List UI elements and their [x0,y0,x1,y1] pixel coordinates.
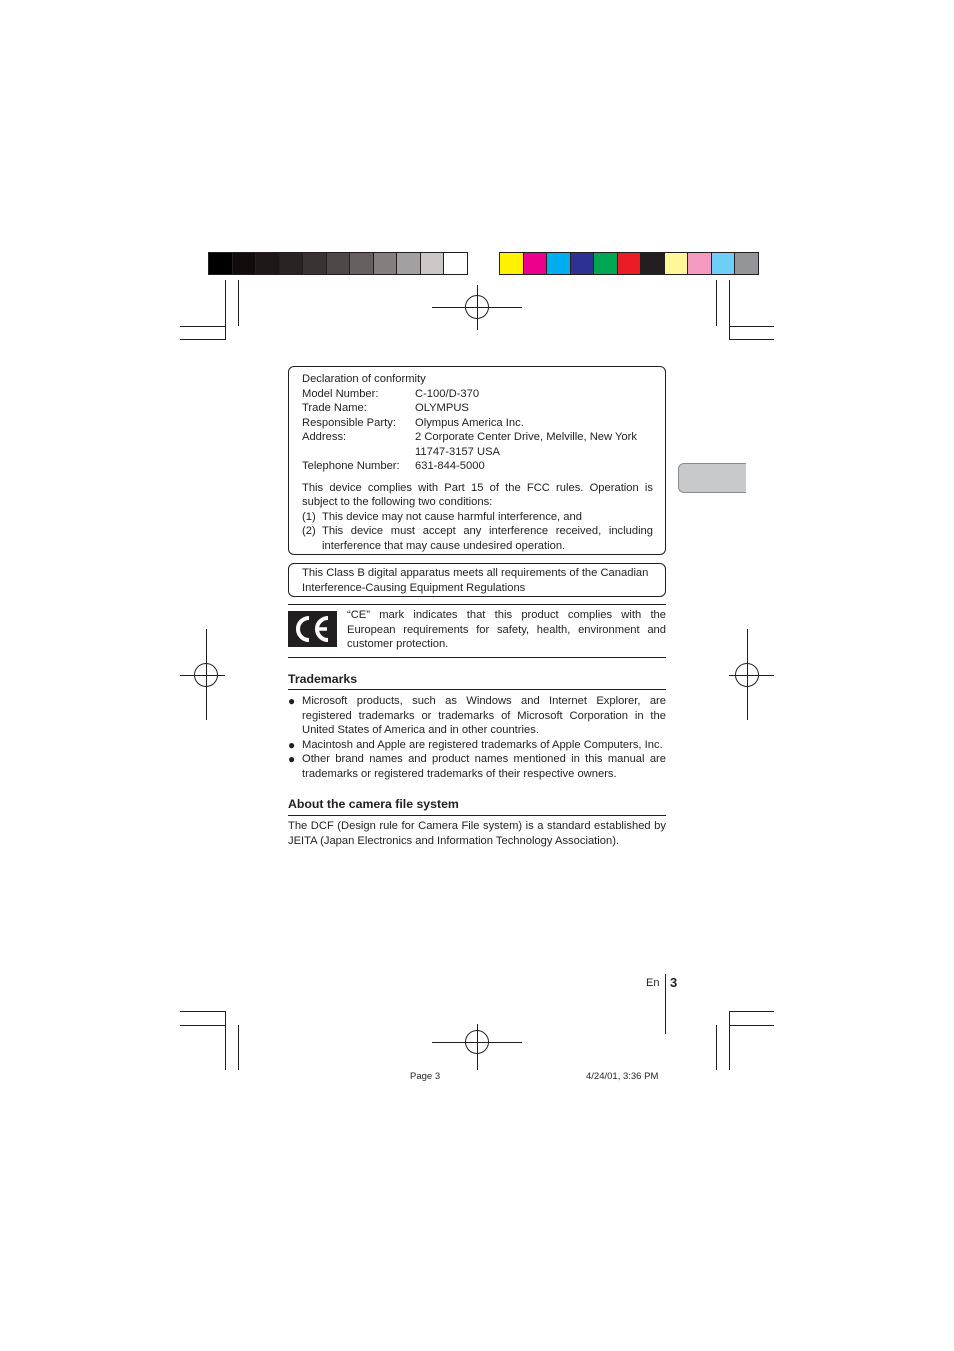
declaration-value: C-100/D-370 [415,387,480,400]
color-swatch [326,253,350,274]
color-swatch [420,253,444,274]
section-tab [678,463,746,493]
declaration-value: 11747-3157 USA [415,445,501,458]
declaration-label: Trade Name: [302,402,367,414]
ce-logo [288,611,337,647]
process-color-bar [499,252,759,275]
crop-mark [729,280,730,340]
color-swatch [373,253,397,274]
declaration-box [288,366,666,555]
registration-circle [194,663,218,687]
color-swatch [734,253,758,274]
crop-mark [180,1025,225,1026]
grayscale-color-bar [208,252,468,275]
fcc-condition [302,510,653,525]
color-swatch [523,253,547,274]
canada-notice-text: This Class B digital apparatus meets all requirements of the Canadian Interference-Causing Equipment Regulations [302,567,649,594]
trademark-item [288,694,666,738]
language-label: En [646,977,660,989]
declaration-value: 631-844-5000 [415,460,485,472]
declaration-label: Address: [302,431,347,443]
declaration-row [302,430,653,445]
file-system-heading: About the camera file system [288,797,459,811]
crop-mark [716,280,717,326]
registration-circle [465,1030,489,1054]
trademark-item [288,738,666,753]
declaration-row [302,387,653,402]
bullet-icon: ● [288,752,296,766]
ce-text: “CE” mark indicates that this product complies with the European requirements for safety, health, environment and customer protection. [347,609,666,650]
color-swatch [209,253,232,274]
crop-mark [729,339,774,340]
crop-mark [180,326,225,327]
color-swatch [640,253,664,274]
color-swatch [593,253,617,274]
declaration-label: Model Number: [302,387,379,400]
declaration-value: 2 Corporate Center Drive, Melville, New York [415,431,637,443]
color-swatch [617,253,641,274]
color-swatch [302,253,326,274]
fcc-statement: This device complies with Part 15 of the FCC rules. Operation is subject to the following two conditions: [302,481,653,508]
color-swatch [443,253,467,274]
declaration-row [302,459,653,474]
declaration-title: Declaration of conformity [302,373,426,385]
condition-text: This device may not cause harmful interference, and [322,510,582,523]
crop-mark [238,1025,239,1070]
trademark-text: Other brand names and product names mentioned in this manual are trademarks or registered trademarks of their respective owners. [302,753,666,780]
condition-number: (2) [302,525,316,537]
crop-mark [729,326,774,327]
page-number: 3 [670,975,678,990]
condition-number: (1) [302,510,316,523]
footer-date: 4/24/01, 3:36 PM [586,1071,659,1082]
file-system-text: The DCF (Design rule for Camera File system) is a standard established by JEITA (Japan Electronics and Information Technology Association). [288,820,666,847]
canada-notice-box [288,563,666,597]
divider [288,657,666,658]
condition-text: This device must accept any interference received, including interference that may cause undesired operation. [322,525,653,552]
crop-mark [716,1025,717,1070]
declaration-row [302,445,653,460]
ce-mark-icon [288,611,337,647]
color-swatch [349,253,373,274]
declaration-value: OLYMPUS [415,402,469,414]
trademarks-list [288,694,666,781]
declaration-value: Olympus America Inc. [415,416,524,429]
color-swatch [711,253,735,274]
color-swatch [500,253,523,274]
divider [288,604,666,605]
declaration-label [302,445,415,460]
declaration-rows [302,387,653,474]
trademarks-heading: Trademarks [288,672,358,686]
crop-mark [729,1011,730,1070]
declaration-row [302,401,653,416]
crop-mark [180,339,225,340]
crop-mark [225,280,226,340]
registration-circle [735,663,759,687]
crop-mark [180,1011,225,1012]
crop-mark [238,280,239,326]
crop-mark [225,1011,226,1070]
color-swatch [255,253,279,274]
page-number-divider [665,974,666,1034]
crop-mark [729,1025,774,1026]
color-swatch [664,253,688,274]
declaration-label: Telephone Number: [302,460,400,472]
color-swatch [570,253,594,274]
trademark-item [288,752,666,781]
bullet-icon: ● [288,737,296,752]
declaration-label: Responsible Party: [302,416,396,429]
bullet-icon: ● [288,694,296,708]
crop-mark [729,1011,774,1012]
registration-circle [465,295,489,319]
heading-underline [288,815,666,816]
color-swatch [396,253,420,274]
color-swatch [232,253,256,274]
color-swatch [687,253,711,274]
color-swatch [546,253,570,274]
fcc-condition [302,524,653,553]
fcc-conditions [302,510,653,554]
footer-page: Page 3 [410,1071,441,1082]
heading-underline [288,689,666,690]
trademark-text: Microsoft products, such as Windows and Internet Explorer, are registered trademarks or trademarks of Microsoft Corporation in the United States of America and in other countries. [302,695,666,736]
declaration-row [302,416,653,431]
trademark-text: Macintosh and Apple are registered trademarks of Apple Computers, Inc. [302,738,663,751]
color-swatch [279,253,303,274]
